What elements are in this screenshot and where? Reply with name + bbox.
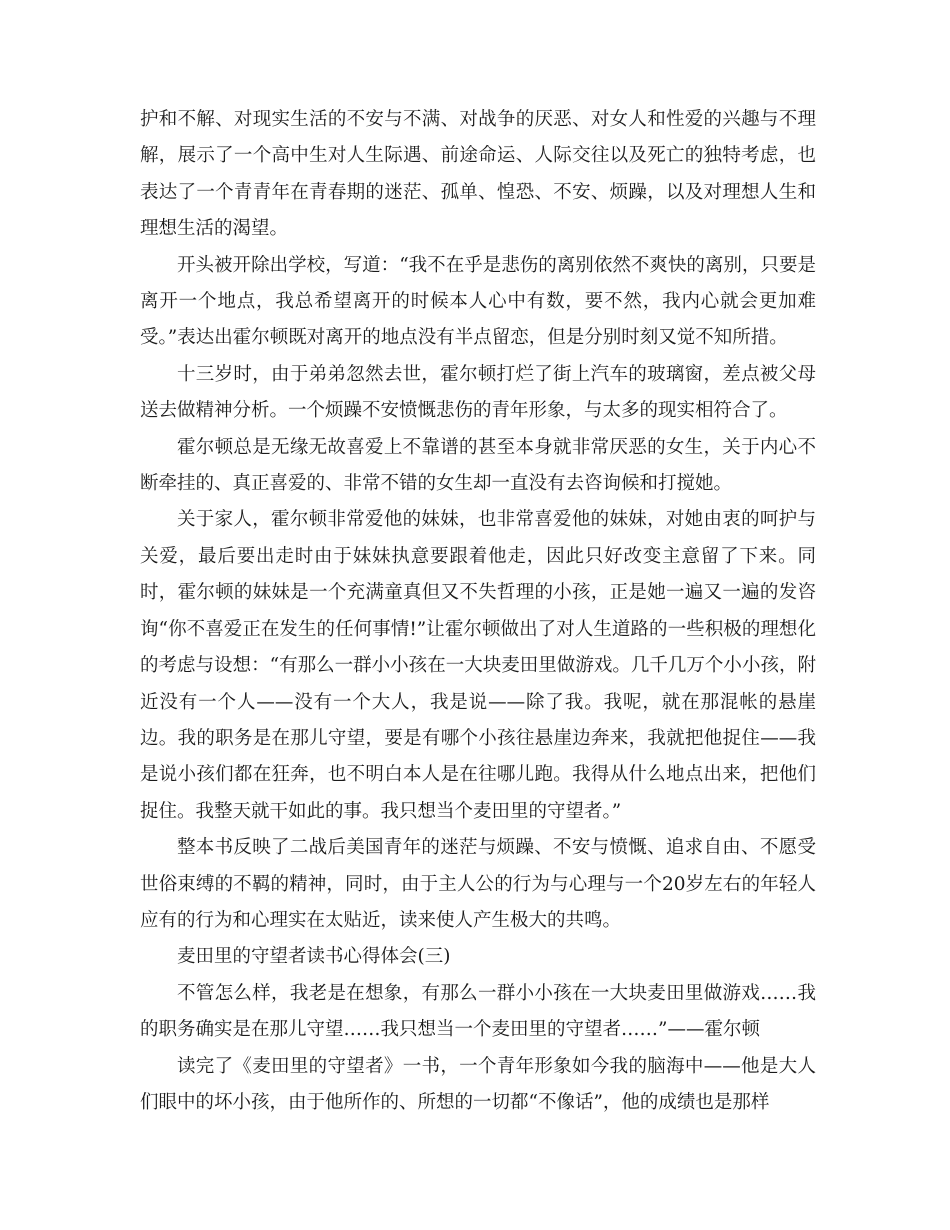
document-page [140,102,816,1121]
paragraph-3: 十三岁时，由于弟弟忽然去世，霍尔顿打烂了街上汽车的玻璃窗，差点被父母送去做精神分析。一个烦躁不安愤慨悲伤的青年形象，与太多的现实相符合了。 [140,363,816,422]
section-heading: 麦田里的守望者读书心得体会(三) [177,946,451,968]
paragraph-8: 不管怎么样，我老是在想象，有那么一群小小孩在一大块麦田里做游戏……我的职务确实是在那儿守望……我只想当一个麦田里的守望者……”——霍尔顿 [140,982,816,1041]
paragraph-9: 读完了《麦田里的守望者》一书，一个青年形象如今我的脑海中——他是大人们眼中的坏小孩，由于他所作的、所想的一切都“不像话”，他的成绩也是那样 [140,1055,816,1113]
paragraph-6: 整本书反映了二战后美国青年的迷茫与烦躁、不安与愤慨、追求自由、不愿受世俗束缚的不羁的精神，同时，由于主人公的行为与心理与一个20岁左右的年轻人应有的行为和心理实在太贴近，读来使人产生极大的共鸣。 [140,837,816,931]
paragraph-4: 霍尔顿总是无缘无故喜爱上不靠谱的甚至本身就非常厌恶的女生，关于内心不断牵挂的、真正喜爱的、非常不错的女生却一直没有去咨询候和打搅她。 [140,436,816,495]
paragraph-2: 开头被开除出学校，写道：“我不在乎是悲伤的离别依然不爽快的离别，只要是离开一个地点，我总希望离开的时候本人心中有数，要不然，我内心就会更加难受。”表达出霍尔顿既对离开的地点没有半点留恋，但是分别时刻又觉不知所措。 [140,254,816,349]
paragraph-5: 关于家人，霍尔顿非常爱他的妹妹，也非常喜爱他的妹妹，对她由衷的呵护与关爱，最后要出走时由于妹妹执意要跟着他走，因此只好改变主意留了下来。同时，霍尔顿的妹妹是一个充满童真但又不失哲理的小孩，正是她一遍又一遍的发咨询“你不喜爱正在发生的任何事情!”让霍尔顿做出了对人生道路的一些积极的理想化的考虑与设想：“有那么一群小小孩在一大块麦田里做游戏。几千几万个小小孩，附近没有一个人——没有一个大人，我是说——除了我。我呢，就在那混帐的悬崖边。我的职务是在那儿守望，要是有哪个小孩往悬崖边奔来，我就把他捉住——我是说小孩们都在狂奔，也不明白本人是在往哪儿跑。我得从什么地点出来，把他们捉住。我整天就干如此的事。我只想当个麦田里的守望者。” [140,509,816,822]
paragraph-1: 护和不解、对现实生活的不安与不满、对战争的厌恶、对女人和性爱的兴趣与不理解，展示了一个高中生对人生际遇、前途命运、人际交往以及死亡的独特考虑，也表达了一个青青年在青春期的迷茫、孤单、惶恐、不安、烦躁，以及对理想人生和理想生活的渴望。 [140,109,816,240]
